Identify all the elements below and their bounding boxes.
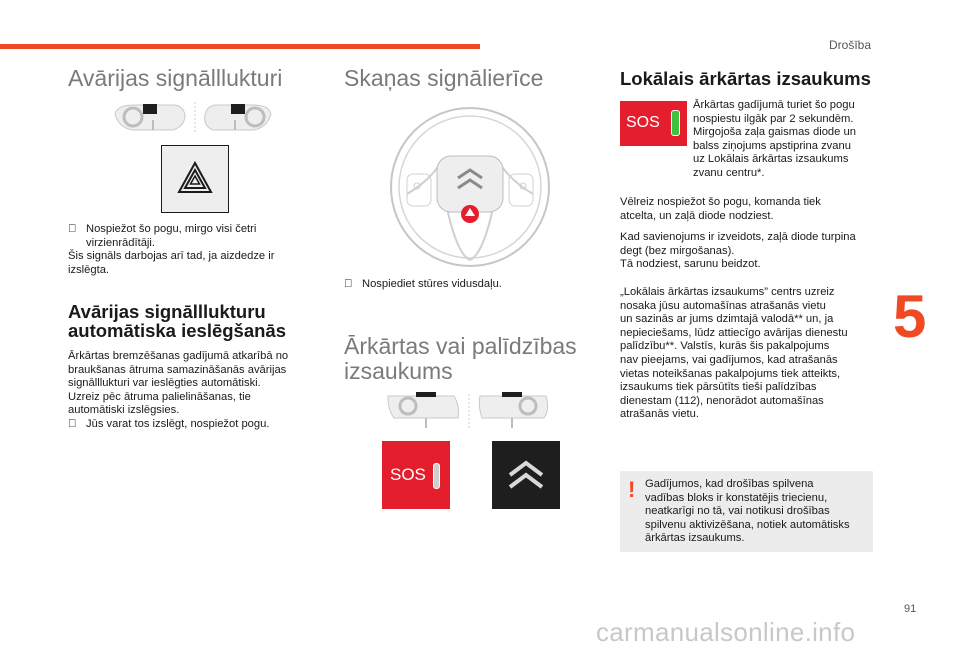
bullet-marker-icon [344,278,362,292]
horn-text-block: Nospiediet stūres vidusdaļu. [344,278,594,292]
local-emergency-para-1: Vēlreiz nospiežot šo pogu, komanda tiek atcelta, un zaļā diode nodziest. [620,196,821,222]
bullet-marker-icon [68,223,86,237]
horn-title-block [344,66,594,91]
warning-text: Gadījumos, kad drošības spilvena vadības bloks ir konstatējis triecienu, neatkarīgi no tā, vai notikusi drošības spilvenu aktivizēšana, notiek automātisks ārkārtas izsaukums. [645,478,850,545]
bullet-marker-icon [68,418,86,432]
horn-title: Skaņas signālierīce [344,65,544,91]
led-indicator-icon [433,463,440,489]
local-emergency-para-2: Kad savienojums ir izveidots, zaļā diode turpina degt (bez mirgošanas). Tā nodziest, sarunu beidzot. [620,231,856,271]
page-number: 91 [904,603,917,615]
auto-hazard-subtitle: Avārijas signālllukturu automātiska ieslēgšanās [68,301,286,341]
roof-console-illustration [384,392,554,432]
exclamation-icon: ! [628,477,636,502]
top-accent-bar [0,44,480,49]
warning-box [620,471,873,552]
hazard-button-illustration [161,145,229,213]
chapter-number: 5 [893,283,927,350]
watermark: carmanualsonline.info [596,617,856,647]
local-emergency-title: Lokālais ārkārtas izsaukums [620,68,871,89]
local-emergency-para-3: „Lokālais ārkārtas izsaukums” centrs uzreiz nosaka jūsu automašīnas atrašanās vietu un sazinās ar jums dzimtajā valodā** un, ja nepieciešams, lūdz attiecīgo avārijas dienestu palīdzību**. Valstīs, kurās šis pakalpojums nav pieejams, vai gadījumos, kad atrašanās vietas noteikšanas pakalpojums tiek atteikts, izsaukums tiek pārsūtīts tieši palīdzības dienestam (112), nenorādot automašīnas atrašanās vietu. [620,286,848,421]
hazard-lights-title: Avārijas signālllukturi [68,65,283,91]
local-emergency-title-block [620,69,890,88]
hazard-text-block: Nospiežot šo pogu, mirgo visi četri virzienrādītāji. Šis signāls darbojas arī tad, ja aizdedze ir izslēgta. [68,223,275,276]
sos-button-icon: SOS [620,101,687,146]
green-led-icon [671,110,680,136]
left-column [68,66,318,91]
sos-button-illustration: SOS [382,441,450,509]
section-label: Drošība [829,38,872,52]
hazard-location-illustration [113,100,273,136]
steering-wheel-illustration [387,104,553,270]
emergency-call-title-block: Ārkārtas vai palīdzības izsaukums [344,333,577,384]
local-emergency-intro: Ārkārtas gadījumā turiet šo pogu nospiestu ilgāk par 2 sekundēm. Mirgojoša zaļa gaismas diode un balss ziņojums apstiprina zvanu uz Lokālais ārkārtas izsaukums zvanu centru*. [693,99,856,179]
auto-hazard-body: Ārkārtas bremzēšanas gadījumā atkarībā no braukšanas ātruma samazināšanās avārijas signālllukturi var ieslēgties automātiski. Uzreiz pēc ātruma palielināšanas, tie automātiski izslēgsies. Jūs varat tos izslēgt, nospiežot pogu. [68,350,289,430]
assistance-button-illustration [492,441,560,509]
